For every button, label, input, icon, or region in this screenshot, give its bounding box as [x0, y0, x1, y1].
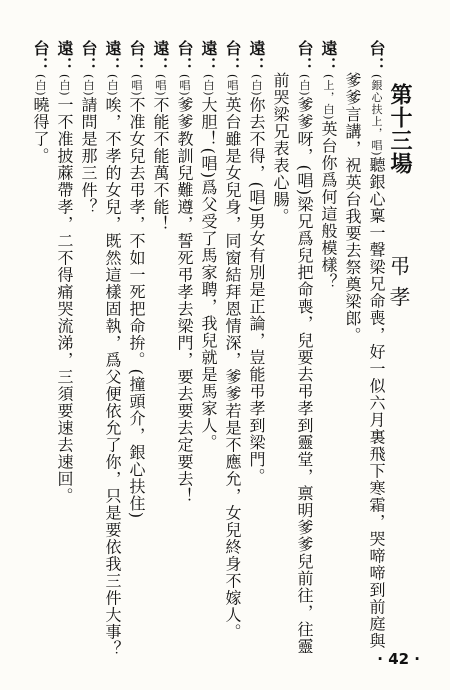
- speaker-label: 台：: [223, 40, 242, 74]
- line-text: 大胆！(唱)爲父受了馬家聘，我兒就是馬家人。: [199, 96, 218, 452]
- dialogue-line: [29, 40, 51, 640]
- stage-direction: (銀心扶上，唱): [370, 74, 383, 157]
- speaker-label: 台：: [127, 40, 146, 74]
- stage-direction: (白): [298, 74, 311, 97]
- stage-direction: (白): [82, 74, 95, 97]
- speaker-label: 遠：: [103, 40, 122, 74]
- line-text: 唉，不孝的女兒，既然這樣固執，爲父便依允了你，只是要依我三件大事？: [103, 96, 122, 658]
- line-text: 爹爹言講，祝英台我要去祭奠梁郎。: [343, 72, 362, 344]
- line-text: 曉得了。: [31, 96, 50, 165]
- stage-direction: (白): [250, 74, 263, 97]
- speaker-label: 遠：: [55, 40, 74, 74]
- dialogue-line: [317, 40, 339, 640]
- speaker-label: 遠：: [199, 40, 218, 74]
- dialogue-line: [341, 40, 363, 672]
- stage-direction: (白): [202, 74, 215, 97]
- dialogue-line: [245, 40, 267, 640]
- stage-direction: (唱): [154, 74, 167, 97]
- line-text: 不准女兒去弔孝，不如一死把命拚。(撞頭介，銀心扶住): [127, 96, 146, 520]
- dialogue-line: [125, 40, 147, 640]
- speaker-label: 台：: [175, 40, 194, 74]
- speaker-label: 台：: [367, 40, 386, 74]
- dialogue-line: [101, 40, 123, 658]
- page-number: · 42 ·: [377, 650, 420, 668]
- speaker-label: 遠：: [151, 40, 170, 74]
- line-text: 前哭梁兄表表心腸。: [271, 72, 290, 225]
- stage-direction: (白): [34, 74, 47, 97]
- dialogue-line: [197, 40, 219, 640]
- stage-direction: (白): [106, 74, 119, 97]
- line-text: 爹爹呀，(唱)梁兄爲兒把命喪，兒要去弔孝到靈堂，禀明爹爹兒前往，往靈: [295, 96, 314, 656]
- line-text: 一不准披蔴帶孝，二不得痛哭流涕，三須要速去速回。: [55, 96, 74, 505]
- stage-direction: (唱): [130, 74, 143, 97]
- line-text: 你去不得，(唱)男女有別是正論，豈能弔孝到梁門。: [247, 96, 266, 486]
- dialogue-line: [77, 40, 99, 640]
- scene-name: 弔孝: [387, 255, 411, 317]
- stage-direction: (白): [58, 74, 71, 97]
- speaker-label: 遠：: [319, 40, 338, 74]
- stage-direction: (唱): [178, 74, 191, 97]
- speaker-label: 台：: [31, 40, 50, 74]
- speaker-label: 遠：: [247, 40, 266, 74]
- line-text: 英台你爲何這般模樣？: [319, 120, 338, 291]
- line-text: 爹爹教訓兒難遵，誓死弔孝去梁門，要去要去定要去！: [175, 96, 194, 505]
- dialogue-line: [269, 40, 291, 672]
- scene-title: 第十三場: [387, 83, 412, 175]
- dialogue-line: [149, 40, 171, 640]
- dialogue-line: [53, 40, 75, 640]
- speaker-label: 台：: [295, 40, 314, 74]
- dialogue-line: [293, 40, 315, 656]
- stage-direction: (唱): [226, 74, 239, 97]
- dialogue-line: [365, 40, 387, 650]
- dialogue-line: [173, 40, 195, 640]
- line-text: 聽銀心稟一聲梁兄命喪，好一似六月裏飛下寒霜，哭啼啼到前庭與: [367, 156, 386, 650]
- speaker-label: 台：: [79, 40, 98, 74]
- line-text: 不能不能萬不能！: [151, 96, 170, 233]
- dialogue-line: [221, 40, 243, 640]
- line-text: 英台雖是女兒身，同窗結拜恩情深，爹爹若是不應允，女兒終身不嫁人。: [223, 96, 242, 641]
- stage-direction: (上，白): [322, 74, 335, 121]
- line-text: 請問是那三件？: [79, 96, 98, 216]
